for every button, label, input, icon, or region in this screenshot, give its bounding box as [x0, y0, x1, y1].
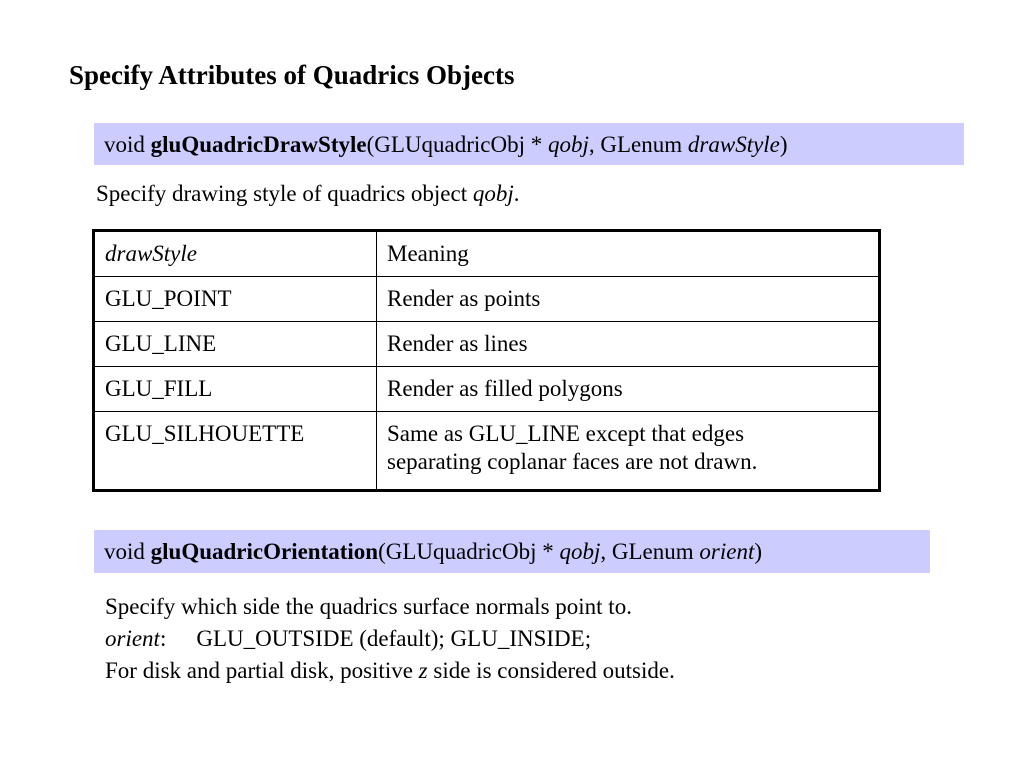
description-param: qobj — [472, 181, 514, 206]
draw-style-description — [96, 181, 519, 207]
meaning-line-2: separating coplanar faces are not drawn. — [387, 449, 758, 474]
param-qobj: qobj — [559, 539, 601, 564]
orientation-line-3 — [105, 655, 675, 687]
return-type: void — [104, 132, 145, 157]
return-type: void — [104, 539, 145, 564]
orientation-line-1: Specify which side the quadrics surface normals point to. — [105, 594, 632, 619]
meaning-line-1: Same as GLU_LINE except that edges — [387, 421, 745, 446]
meaning-cell — [377, 412, 880, 491]
orientation-signature — [94, 530, 930, 573]
style-cell: GLU_FILL — [94, 367, 377, 412]
draw-style-table — [92, 229, 881, 492]
line3-var: z — [418, 658, 428, 683]
draw-style-signature — [94, 123, 964, 165]
style-cell: GLU_LINE — [94, 322, 377, 367]
header-drawstyle-text: drawStyle — [105, 241, 197, 266]
meaning-cell: Render as lines — [377, 322, 880, 367]
table-row — [94, 277, 880, 322]
style-cell: GLU_SILHOUETTE — [94, 412, 377, 491]
param-drawstyle: drawStyle — [687, 132, 780, 157]
params-close: ) — [779, 132, 788, 157]
table-row — [94, 367, 880, 412]
style-cell: GLU_POINT — [94, 277, 377, 322]
meaning-cell: Render as filled polygons — [377, 367, 880, 412]
header-drawstyle — [94, 231, 377, 277]
function-name: gluQuadricOrientation — [150, 539, 379, 564]
function-name: gluQuadricDrawStyle — [150, 132, 367, 157]
params-mid: , GLenum — [588, 132, 688, 157]
orientation-description — [105, 591, 675, 687]
page-title: Specify Attributes of Quadrics Objects — [69, 60, 515, 90]
params-open: (GLUquadricObj * — [378, 539, 560, 564]
param-qobj: qobj — [548, 132, 589, 157]
table-header-row — [94, 231, 880, 277]
orientation-line-2 — [105, 623, 675, 655]
table-row — [94, 412, 880, 491]
params-close: ) — [754, 539, 763, 564]
line3-after: side is considered outside. — [427, 658, 675, 683]
meaning-cell: Render as points — [377, 277, 880, 322]
params-mid: , GLenum — [600, 539, 700, 564]
header-meaning: Meaning — [377, 231, 880, 277]
description-text: Specify drawing style of quadrics object — [96, 181, 473, 206]
line3-before: For disk and partial disk, positive — [105, 658, 419, 683]
orient-colon: : — [159, 626, 167, 651]
orient-values: GLU_OUTSIDE (default); GLU_INSIDE; — [196, 626, 592, 651]
params-open: (GLUquadricObj * — [366, 132, 548, 157]
table-row — [94, 322, 880, 367]
param-orient: orient — [699, 539, 755, 564]
description-end: . — [513, 181, 520, 206]
orient-param: orient — [105, 626, 160, 651]
